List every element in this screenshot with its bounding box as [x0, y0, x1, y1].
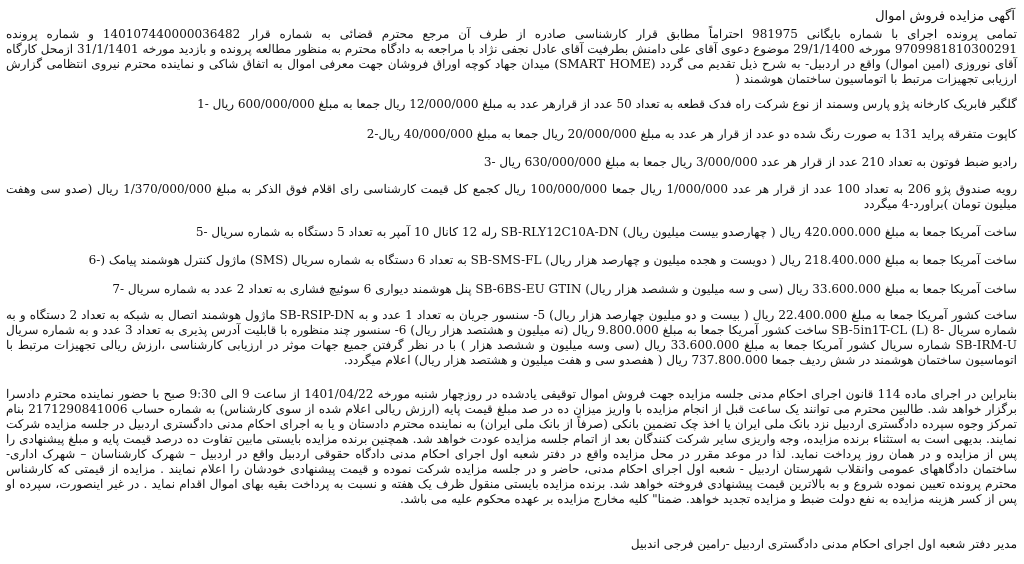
- item-7: ساخت آمریکا جمعا به مبلغ 33.600.000 ریال (سی و سه میلیون و ششصد هزار ریال) SB-6BS-EU GTIN پنل هوشمند دیواری 6 سوئیچ فشاری به تعداد 2 عدد به شماره سریال -7: [112, 282, 1017, 296]
- intro-paragraph: تمامی پرونده اجرای با شماره بایگانی 981975 احتراماً مطابق قرار کارشناسی صادره از طرف آن مرجع محترم قضائی به شماره قرار 140107440000036482 و شماره پرونده 9709981810300291 مورخه 29/1/1400 موضوع دعوی آقای علی دامنش بطرفیت آقای عادل نجفی نژاد با مراجعه به دادگاه محترم به منظور مطالعه پرونده و بازدید مورخه 31/1/1401 ازمحل کارگاه آقای نوروزی (امین اموال) واقع در اردبیل- به شرح ذیل تقدیم می گردد (SMART HOME) میدان جهاد کوچه اوراق فروشان جهت معرفی اموال به اتفاق شاکی و نماینده محترم نیروی انتظامی گزارش ارزیابی تجهیزات مرتبط با اتوماسیون ساختمان هوشمند (: [6, 27, 1018, 86]
- item-1: گلگیر فابریک کارخانه پژو پارس وسمند از نوع شرکت راه فدک قطعه به تعداد 50 عدد از قرارهر عدد به مبلغ 12/000/000 ریال جمعا به مبلغ 600/000/000 ریال -1: [197, 97, 1017, 111]
- item-5: ساخت آمریکا جمعا به مبلغ 420.000.000 ریال ( چهارصدو بیست میلیون ریال) SB-RLY12C10A-DN رله 12 کانال 10 آمپر به تعداد 5 دستگاه به شماره سریال -5: [195, 225, 1017, 239]
- item-8: ساخت کشور آمریکا جمعا به مبلغ 22.400.000 ریال ( بیست و دو میلیون چهارصد هزار ریال) 5- سنسور جریان به تعداد 1 عدد و به SB-RSIP-DN ماژول هوشمند اتصال به شبکه به تعداد 2 دستگاه و به شماره سریال -8 (L) SB-5in1T-CL ساخت کشور آمریکا جمعا به مبلغ 9.800.000 ریال (نه میلیون و هشتصد هزار ریال) 6- سنسور چند منظوره با قابلیت آدرس پذیری به تعداد 3 عدد و به شماره سریال SB-IRM-U شماره سریال کشور آمریکا جمعا به مبلغ 33.600.000 ریال (سی وسه میلیون و ششصد هزار ) با در نظر گرفتن جمیع جهات موثر در ارزیابی کارشناسی ،ارزش ریالی تجهیزات مرتبط با اتوماسیون ساختمان هوشمند در شش ردیف جمعا 737.800.000 ریال ( هفصدو سی و هفت میلیون و هشتصد هزار ریال) اعلام میگردد.: [6, 308, 1018, 367]
- auction-terms-paragraph: بنابراین در اجرای ماده 114 قانون اجرای احکام مدنی جلسه مزایده جهت فروش اموال توقیفی یادشده در روزچهار شنبه مورخه 1401/04/22 از ساعت 9 الی 9:30 صبح با حضور نماینده محترم دادسرا برگزار خواهد شد. طالبین محترم می توانند یک ساعت قبل از انجام مزایده با واریز میزان ده در صد مبلغ قیمت پایه (ارزش ریالی اعلام شده از سوی کارشناس) به شماره حساب 2171290841006 بنام تمرکز وجوه سپرده دادگستری اردبیل نزد بانک ملی ایران یا اخذ چک تضمین بانکی (صرفاً از بانک ملی ایران) به نماینده محترم دادستان و یا به اجرای احکام مدنی دادگستری اردبیل در جلسه مزایده شرکت نمایند. بدیهی است به استثناء برنده مزایده، وجه واریزی سایر شرکت کنندگان بعد از اتمام جلسه مزایده عودت خواهد شد. همچنین برنده مزایده بایستی مابین تفاوت ده درصد قیمت پایه و مبلغ پیشنهادی را پس از مزایده و در همان روز پرداخت نماید. لذا در موعد مقرر در محل مزایده واقع در دفتر شعبه اول اجرای احکام مدنی دادگاه حقوقی اردبیل واقع در اردبیل – شهرک کارشناسان – شهرک اداری- ساختمان دادگاههای عمومی وانقلاب شهرستان اردبیل - شعبه اول اجرای احکام مدنی، حاضر و در جلسه مزایده شرکت نموده و قیمت پیشنهادی خودشان را اعلام نمایند . مزایده از قیمتی که کارشناس محترم پرونده تعیین نموده شروع و به بالاترین قیمت پیشنهادی فروخته خواهد شد. برنده مزایده بایستی منقول ظرف یک هفته و نسبت به پرداخت بقیه بهای اموال اقدام نماید . در غیر اینصورت، سپرده او پس از کسر هزینه مزایده به نفع دولت ضبط و مزایده تجدید خواهد. ضمنا" کلیه مخارج مزایده بر عهده محکوم علیه می باشد.: [6, 387, 1017, 506]
- notice-title: آگهی مزایده فروش اموال: [875, 9, 1015, 24]
- item-4: رویه صندوق پژو 206 به تعداد 100 عدد از قرار هر عدد 1/000/000 ریال جمعا 100/000/000 ریال کجمع کل قیمت کارشناسی رای اقلام فوق الذکر به مبلغ 1/370/000/000 ریال (صدو سی وهفت میلیون تومان )براورد-4 میگردد: [6, 182, 1018, 211]
- item-3: رادیو ضبط فوتون به تعداد 210 عدد از قرار هر عدد 3/000/000 ریال جمعا به مبلغ 630/000/000 ریال -3: [483, 155, 1017, 169]
- item-2: کاپوت متفرقه پراید 131 به صورت رنگ شده دو عدد از قرار هر عدد به مبلغ 20/000/000 ریال جمعا به مبلغ 40/000/000 ریال-2: [366, 127, 1017, 141]
- item-6: ساخت آمریکا جمعا به مبلغ 218.400.000 ریال ( دویست و هجده میلیون و چهارصد هزار ریال) SB-SMS-FL به تعداد 6 دستگاه به شماره سریال (SMS) ماژول کنترل هوشمند پیامک (-6: [88, 253, 1017, 267]
- signature-line: مدیر دفتر شعبه اول اجرای احکام مدنی دادگستری اردبیل -رامین فرجی اندبیل: [630, 537, 1017, 551]
